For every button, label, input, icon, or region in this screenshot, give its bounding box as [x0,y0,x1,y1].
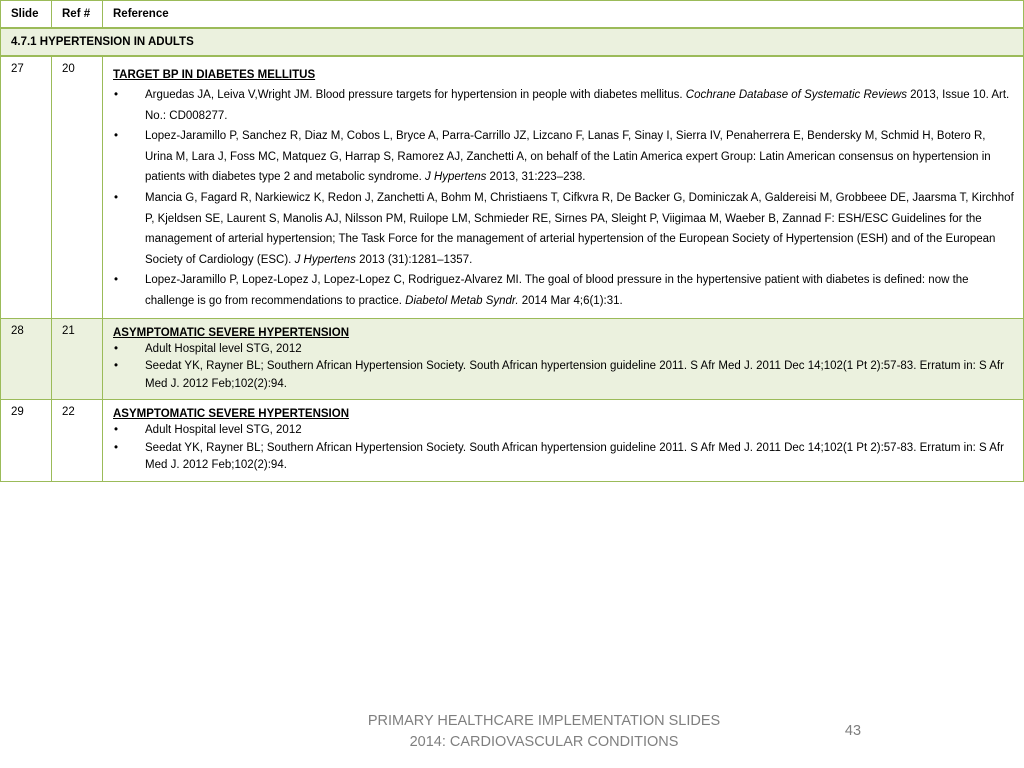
reference-cell [103,318,1024,400]
list-item [113,85,1015,126]
slide-number: 29 [1,400,52,482]
list-item [113,188,1015,270]
citation-text: Mancia G, Fagard R, Narkiewicz K, Redon J, Zanchetti A, Bohm M, Christiaens T, Cifkvra R, De Backer G, Dominiczak A, Galdereisi M, Grobbeee DE, Jaarsma T, Kirchhof P, Kjeldsen SE, Laurent S, Manolis AJ, Nilsson PM, Ruilope LM, Schmieder RE, Sirnes PA, Sleight P, Viigimaa M, Waeber B, Zannad F: ESH/ESC Guidelines for the management of arterial hypertension; The Task Force for the management of arterial hypertension of the European Society of Hypertension (ESH) and of the European Society of Cardiology (ESC). [145,191,1014,266]
table-row [1,56,1024,318]
slide-number: 27 [1,56,52,318]
reference-heading: ASYMPTOMATIC SEVERE HYPERTENSION [113,326,349,339]
journal-name: Diabetol Metab Syndr. [405,294,519,307]
citation-text: Seedat YK, Rayner BL; Southern African Hypertension Society. South African hypertension guideline 2011. S Afr Med J. 2011 Dec 14;102(1 Pt 2):57-83. Erratum in: S Afr Med J. 2012 Feb;102(2):94. [145,441,1004,472]
list-item [113,358,1015,393]
reference-list [113,422,1015,475]
bullet-icon: • [114,441,119,454]
section-row [1,28,1024,56]
journal-name: J Hypertens [425,171,487,184]
header-row [1,1,1024,29]
header-ref: Ref # [52,1,103,29]
header-reference: Reference [103,1,1024,29]
citation-text: Adult Hospital level STG, 2012 [145,342,302,355]
reference-heading: TARGET BP IN DIABETES MELLITUS [113,69,316,81]
ref-number: 20 [52,56,103,318]
page-number: 43 [844,723,862,739]
ref-number: 21 [52,318,103,400]
bullet-icon: • [114,191,119,204]
citation-tail: 2014 Mar 4;6(1):31. [518,294,623,307]
citation-tail: 2013, Issue 10. Art. No.: CD008277. [145,89,1010,122]
reference-heading: ASYMPTOMATIC SEVERE HYPERTENSION [113,408,349,421]
footer-line-2: 2014: CARDIOVASCULAR CONDITIONS [409,734,679,750]
footer-title [340,711,748,753]
citation-text: Arguedas JA, Leiva V,Wright JM. Blood pressure targets for hypertension in people with diabetes mellitus. [145,89,686,101]
citation-tail: 2013 (31):1281–1357. [355,253,473,266]
citation-text: Seedat YK, Rayner BL; Southern African Hypertension Society. South African hypertension guideline 2011. S Afr Med J. 2011 Dec 14;102(1 Pt 2):57-83. Erratum in: S Afr Med J. 2012 Feb;102(2):94. [145,360,1004,390]
bullet-icon: • [114,342,119,355]
reference-list [113,85,1015,312]
section-title: 4.7.1 HYPERTENSION IN ADULTS [1,28,1024,56]
table-row [1,400,1024,482]
bullet-icon: • [114,274,119,287]
bullet-icon: • [114,89,119,101]
citation-text: Adult Hospital level STG, 2012 [145,424,302,437]
bullet-icon: • [114,130,119,143]
citation-text: Lopez-Jaramillo P, Lopez-Lopez J, Lopez-Lopez C, Rodriguez-Alvarez MI. The goal of blood pressure in the hypertensive patient with diabetes is defined: now the challenge is go from recommendations to practice. [145,274,969,307]
citation-text: Lopez-Jaramillo P, Sanchez R, Diaz M, Cobos L, Bryce A, Parra-Carrillo JZ, Lizcano F, Lanas F, Sinay I, Sierra IV, Penaherrera E, Bendersky M, Schmid H, Botero R, Urina M, Lara J, Foss MC, Matquez G, Harrap S, Ramorez AJ, Zanchetti A, on behalf of the Latin America expert Group: Latin American consensus on hypertension in patients with diabetes type 2 and metabolic syndrome. [145,130,991,184]
bullet-icon: • [114,360,119,373]
journal-name: J Hypertens [294,253,356,266]
ref-number: 22 [52,400,103,482]
header-slide: Slide [1,1,52,29]
table-row [1,318,1024,400]
footer-line-1: PRIMARY HEALTHCARE IMPLEMENTATION SLIDES [367,713,721,729]
reference-cell [103,400,1024,482]
list-item [113,422,1015,440]
slide-number: 28 [1,318,52,400]
citation-tail: 2013, 31:223–238. [486,171,586,184]
list-item [113,270,1015,311]
journal-name: Cochrane Database of Systematic Reviews [685,89,907,101]
reference-cell [103,56,1024,318]
list-item [113,341,1015,359]
bullet-icon: • [114,424,119,437]
list-item [113,440,1015,475]
list-item [113,126,1015,188]
reference-list [113,341,1015,394]
